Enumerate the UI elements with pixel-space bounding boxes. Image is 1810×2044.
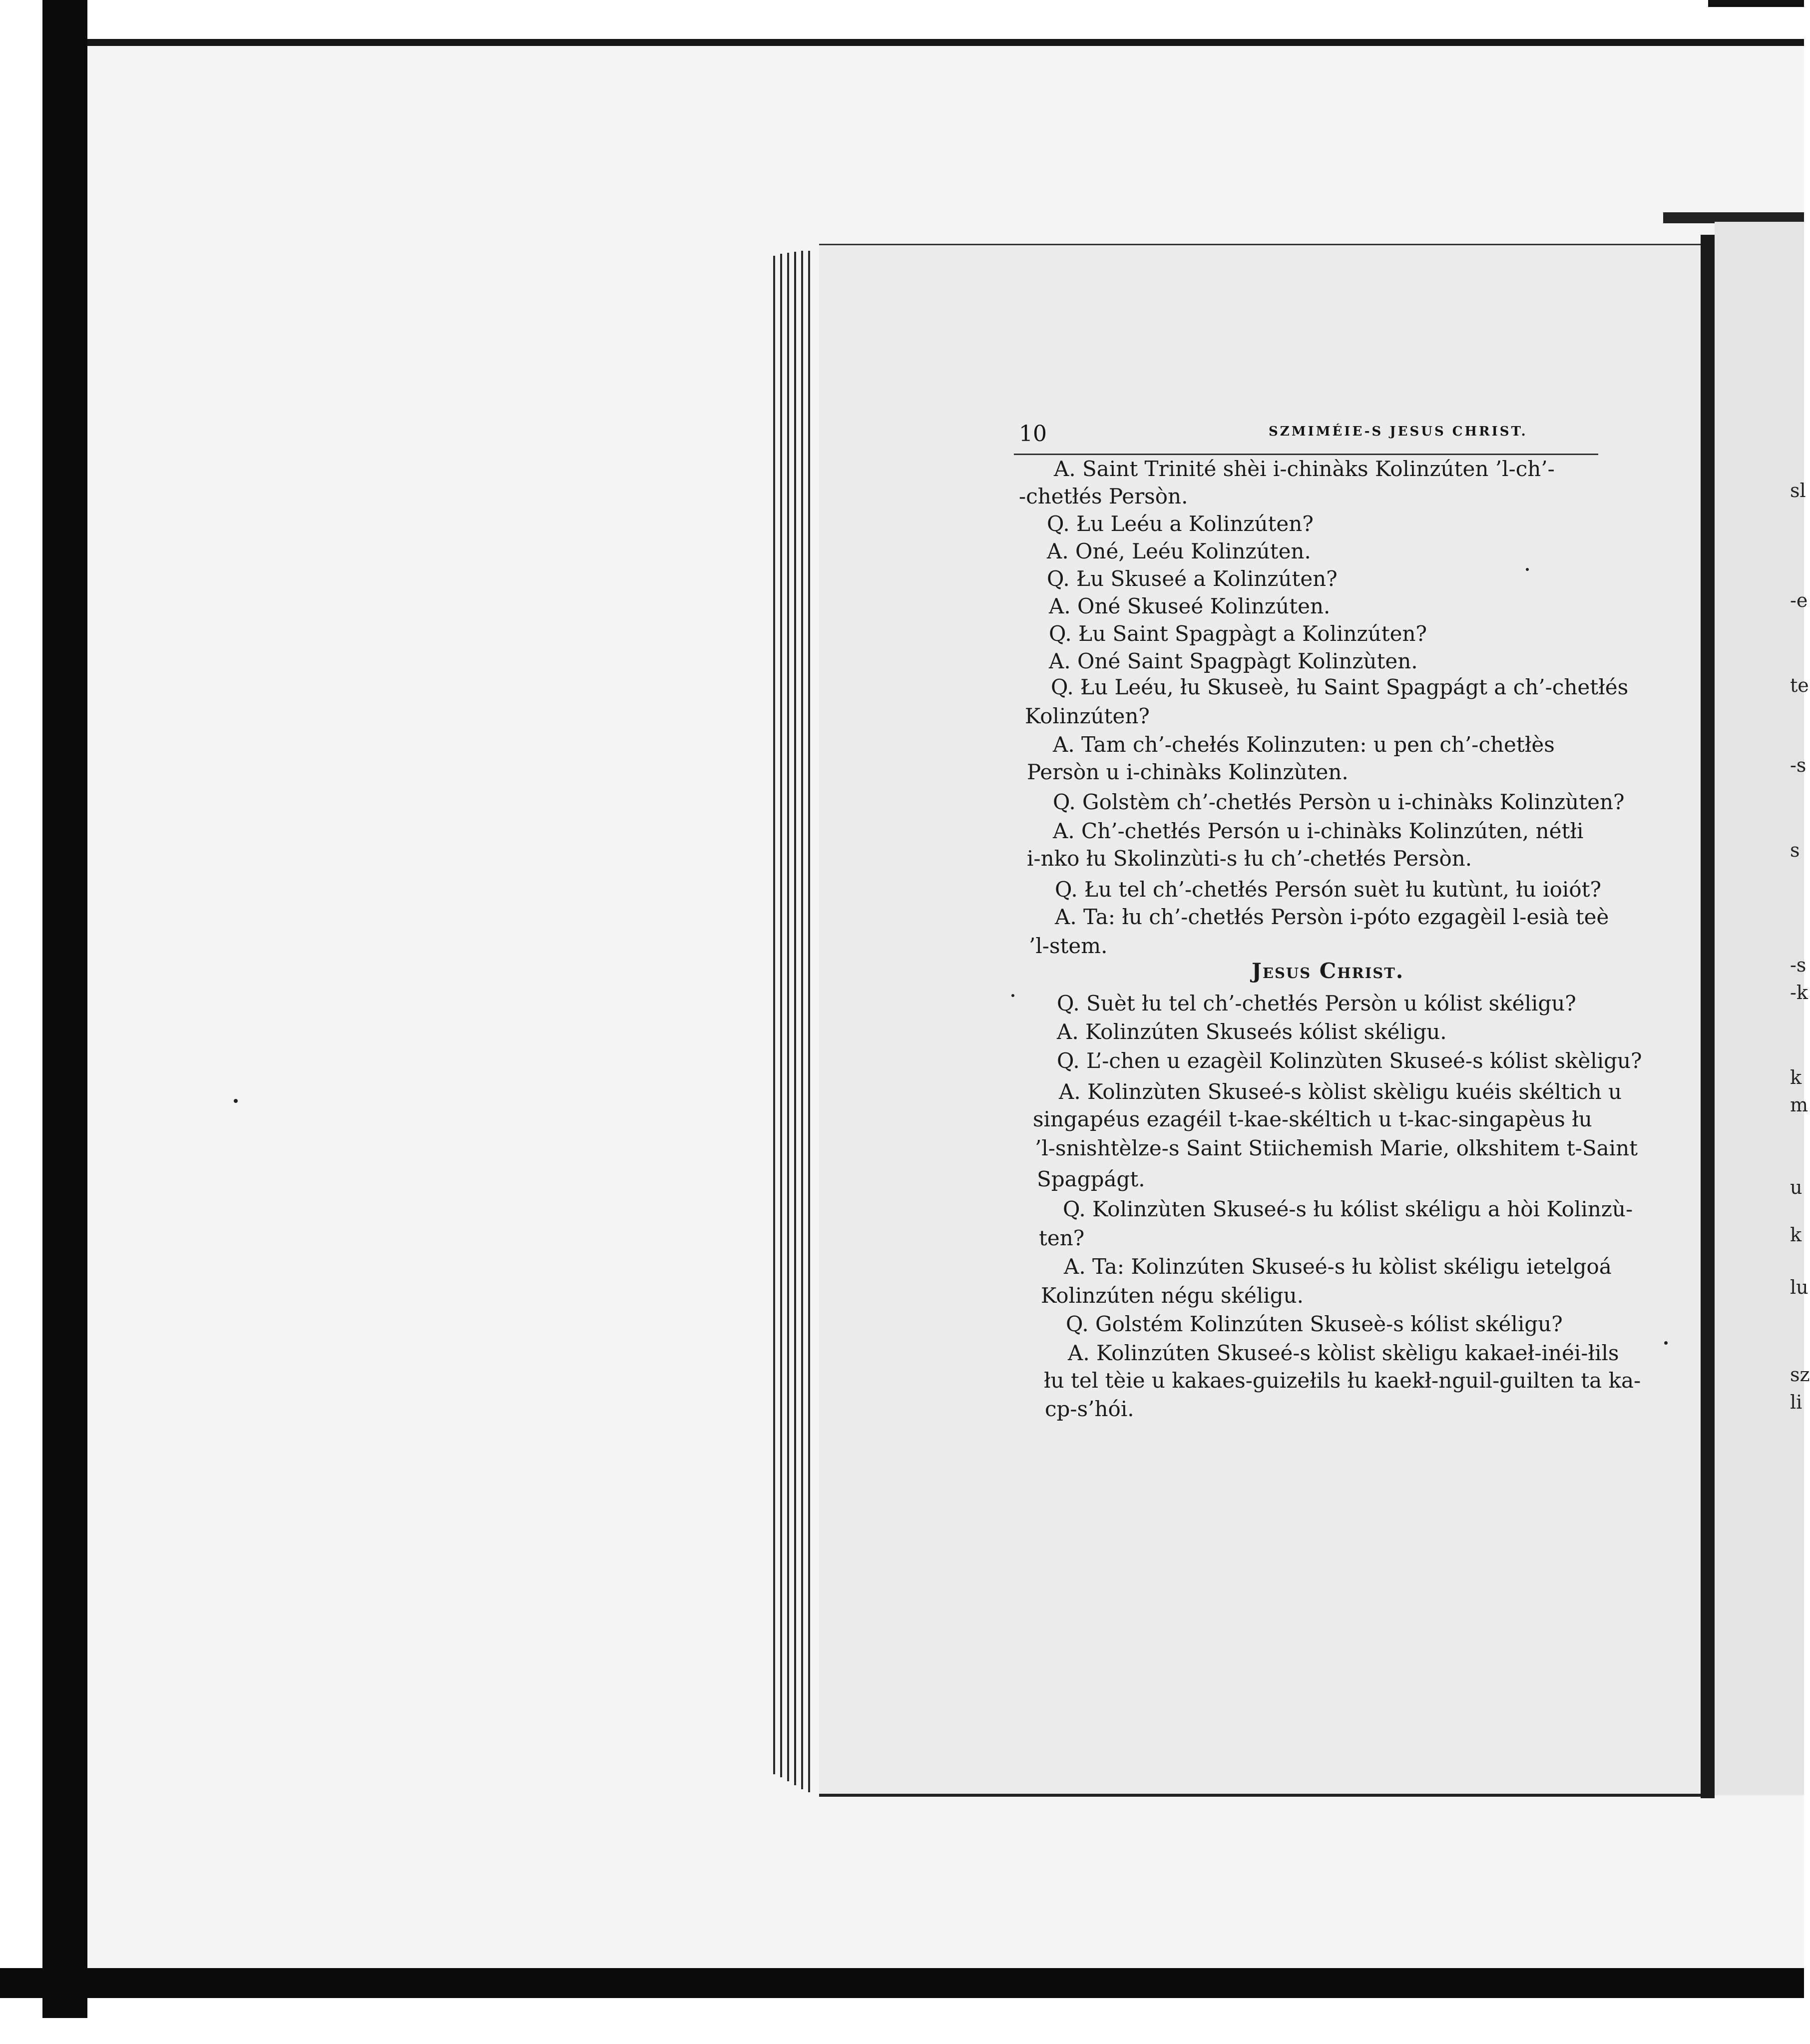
text-line: Kolinzúten? — [1025, 704, 1150, 728]
next-page-fragment: -s — [1790, 754, 1807, 776]
page-number: 10 — [1019, 421, 1047, 447]
next-page-fragment: k — [1790, 1224, 1802, 1246]
text-line: A. Oné, Leéu Kolinzúten. — [1047, 539, 1311, 563]
next-page-fragment: te — [1790, 674, 1809, 696]
text-line: A. Oné Saint Spagpàgt Kolinzùten. — [1049, 649, 1418, 673]
next-page-fragment: li — [1790, 1391, 1803, 1413]
text-line: Q. Suèt łu tel ch’-chetłés Persòn u kólist skéligu? — [1057, 991, 1576, 1016]
text-line: A. Kolinzùten Skuseé-s kòlist skèligu kuéis skéltich u — [1059, 1079, 1622, 1104]
text-line: Q. Łu Leéu, łu Skuseè, łu Saint Spagpágt a ch’-chetłés — [1051, 675, 1629, 699]
running-title: SZMIMÉIE-S JESUS CHRIST. — [1269, 424, 1528, 439]
text-line: A. Ch’-chetłés Persón u i-chinàks Kolinzúten, nétłi — [1053, 819, 1584, 843]
text-line: A. Oné Skuseé Kolinzúten. — [1049, 594, 1331, 618]
text-line: Persòn u i-chinàks Kolinzùten. — [1027, 760, 1349, 784]
text-line: Q. Łu tel ch’-chetłés Persón suèt łu kutùnt, łu ioiót? — [1055, 877, 1602, 902]
text-line: ’l-snishtèlze-s Saint Stiichemish Marie, olkshitem t-Saint — [1035, 1136, 1638, 1160]
text-line: Q. Golstém Kolinzúten Skuseè-s kólist skéligu? — [1066, 1312, 1563, 1336]
text-line: Q. Kolinzùten Skuseé-s łu kólist skéligu a hòi Kolinzù- — [1063, 1197, 1633, 1221]
text-line: A. Kolinzúten Skuseés kólist skéligu. — [1057, 1020, 1447, 1044]
text-line: łu tel tèie u kakaes-guizełils łu kaekł-nguil-guilten ta ka- — [1044, 1368, 1641, 1393]
text-line: A. Ta: Kolinzúten Skuseé-s łu kòlist skéligu ietelgoá — [1064, 1254, 1612, 1279]
section-heading: Jesus Christ. — [1252, 959, 1404, 983]
text-line: singapéus ezagéil t-kae-skéltich u t-kac-singapèus łu — [1033, 1107, 1592, 1131]
next-page-fragment: sl — [1790, 480, 1806, 502]
text-line: ten? — [1039, 1226, 1085, 1250]
next-page-fragment: -k — [1790, 982, 1808, 1004]
ink-speck — [1664, 1341, 1668, 1345]
next-page-fragment: lu — [1790, 1276, 1809, 1298]
text-line: cp-s’hói. — [1045, 1397, 1134, 1421]
text-line: Q. Łu Skuseé a Kolinzúten? — [1047, 566, 1338, 591]
next-page-fragment: -e — [1790, 589, 1808, 611]
text-line: Q. L’-chen u ezagèil Kolinzùten Skuseé-s kólist skèligu? — [1057, 1048, 1642, 1073]
next-page-fragment: s — [1790, 839, 1800, 861]
text-line: Q. Łu Saint Spagpàgt a Kolinzúten? — [1049, 621, 1427, 646]
text-line: A. Saint Trinité shèi i-chinàks Kolinzúten ’l-ch’- — [1054, 457, 1555, 481]
text-line: i-nko łu Skolinzùti-s łu ch’-chetłés Persòn. — [1027, 846, 1472, 871]
text-line: A. Ta: łu ch’-chetłés Persòn i-póto ezgagèil l-esià teè — [1055, 905, 1609, 929]
text-line: -chetłés Persòn. — [1019, 484, 1188, 509]
ink-speck — [234, 1099, 238, 1103]
text-line: A. Tam ch’-chełés Kolinzuten: u pen ch’-chetłès — [1053, 732, 1555, 757]
text-line: Kolinzúten négu skéligu. — [1041, 1283, 1304, 1308]
next-page-fragment: u — [1790, 1176, 1803, 1198]
text-line: Q. Łu Leéu a Kolinzúten? — [1047, 511, 1314, 536]
ink-speck — [1526, 568, 1529, 571]
text-line: A. Kolinzúten Skuseé-s kòlist skèligu kakaeł-inéi-łils — [1068, 1341, 1619, 1365]
ink-speck — [1011, 994, 1014, 997]
next-page-fragment: m — [1790, 1094, 1809, 1116]
next-page-fragment: -s — [1790, 954, 1807, 976]
text-line: Spagpágt. — [1037, 1167, 1145, 1191]
text-line: ’l-stem. — [1029, 934, 1108, 958]
next-page-fragment: k — [1790, 1066, 1802, 1088]
text-line: Q. Golstèm ch’-chetłés Persòn u i-chinàks Kolinzùten? — [1053, 790, 1625, 814]
next-page-fragment: sz — [1790, 1364, 1810, 1386]
